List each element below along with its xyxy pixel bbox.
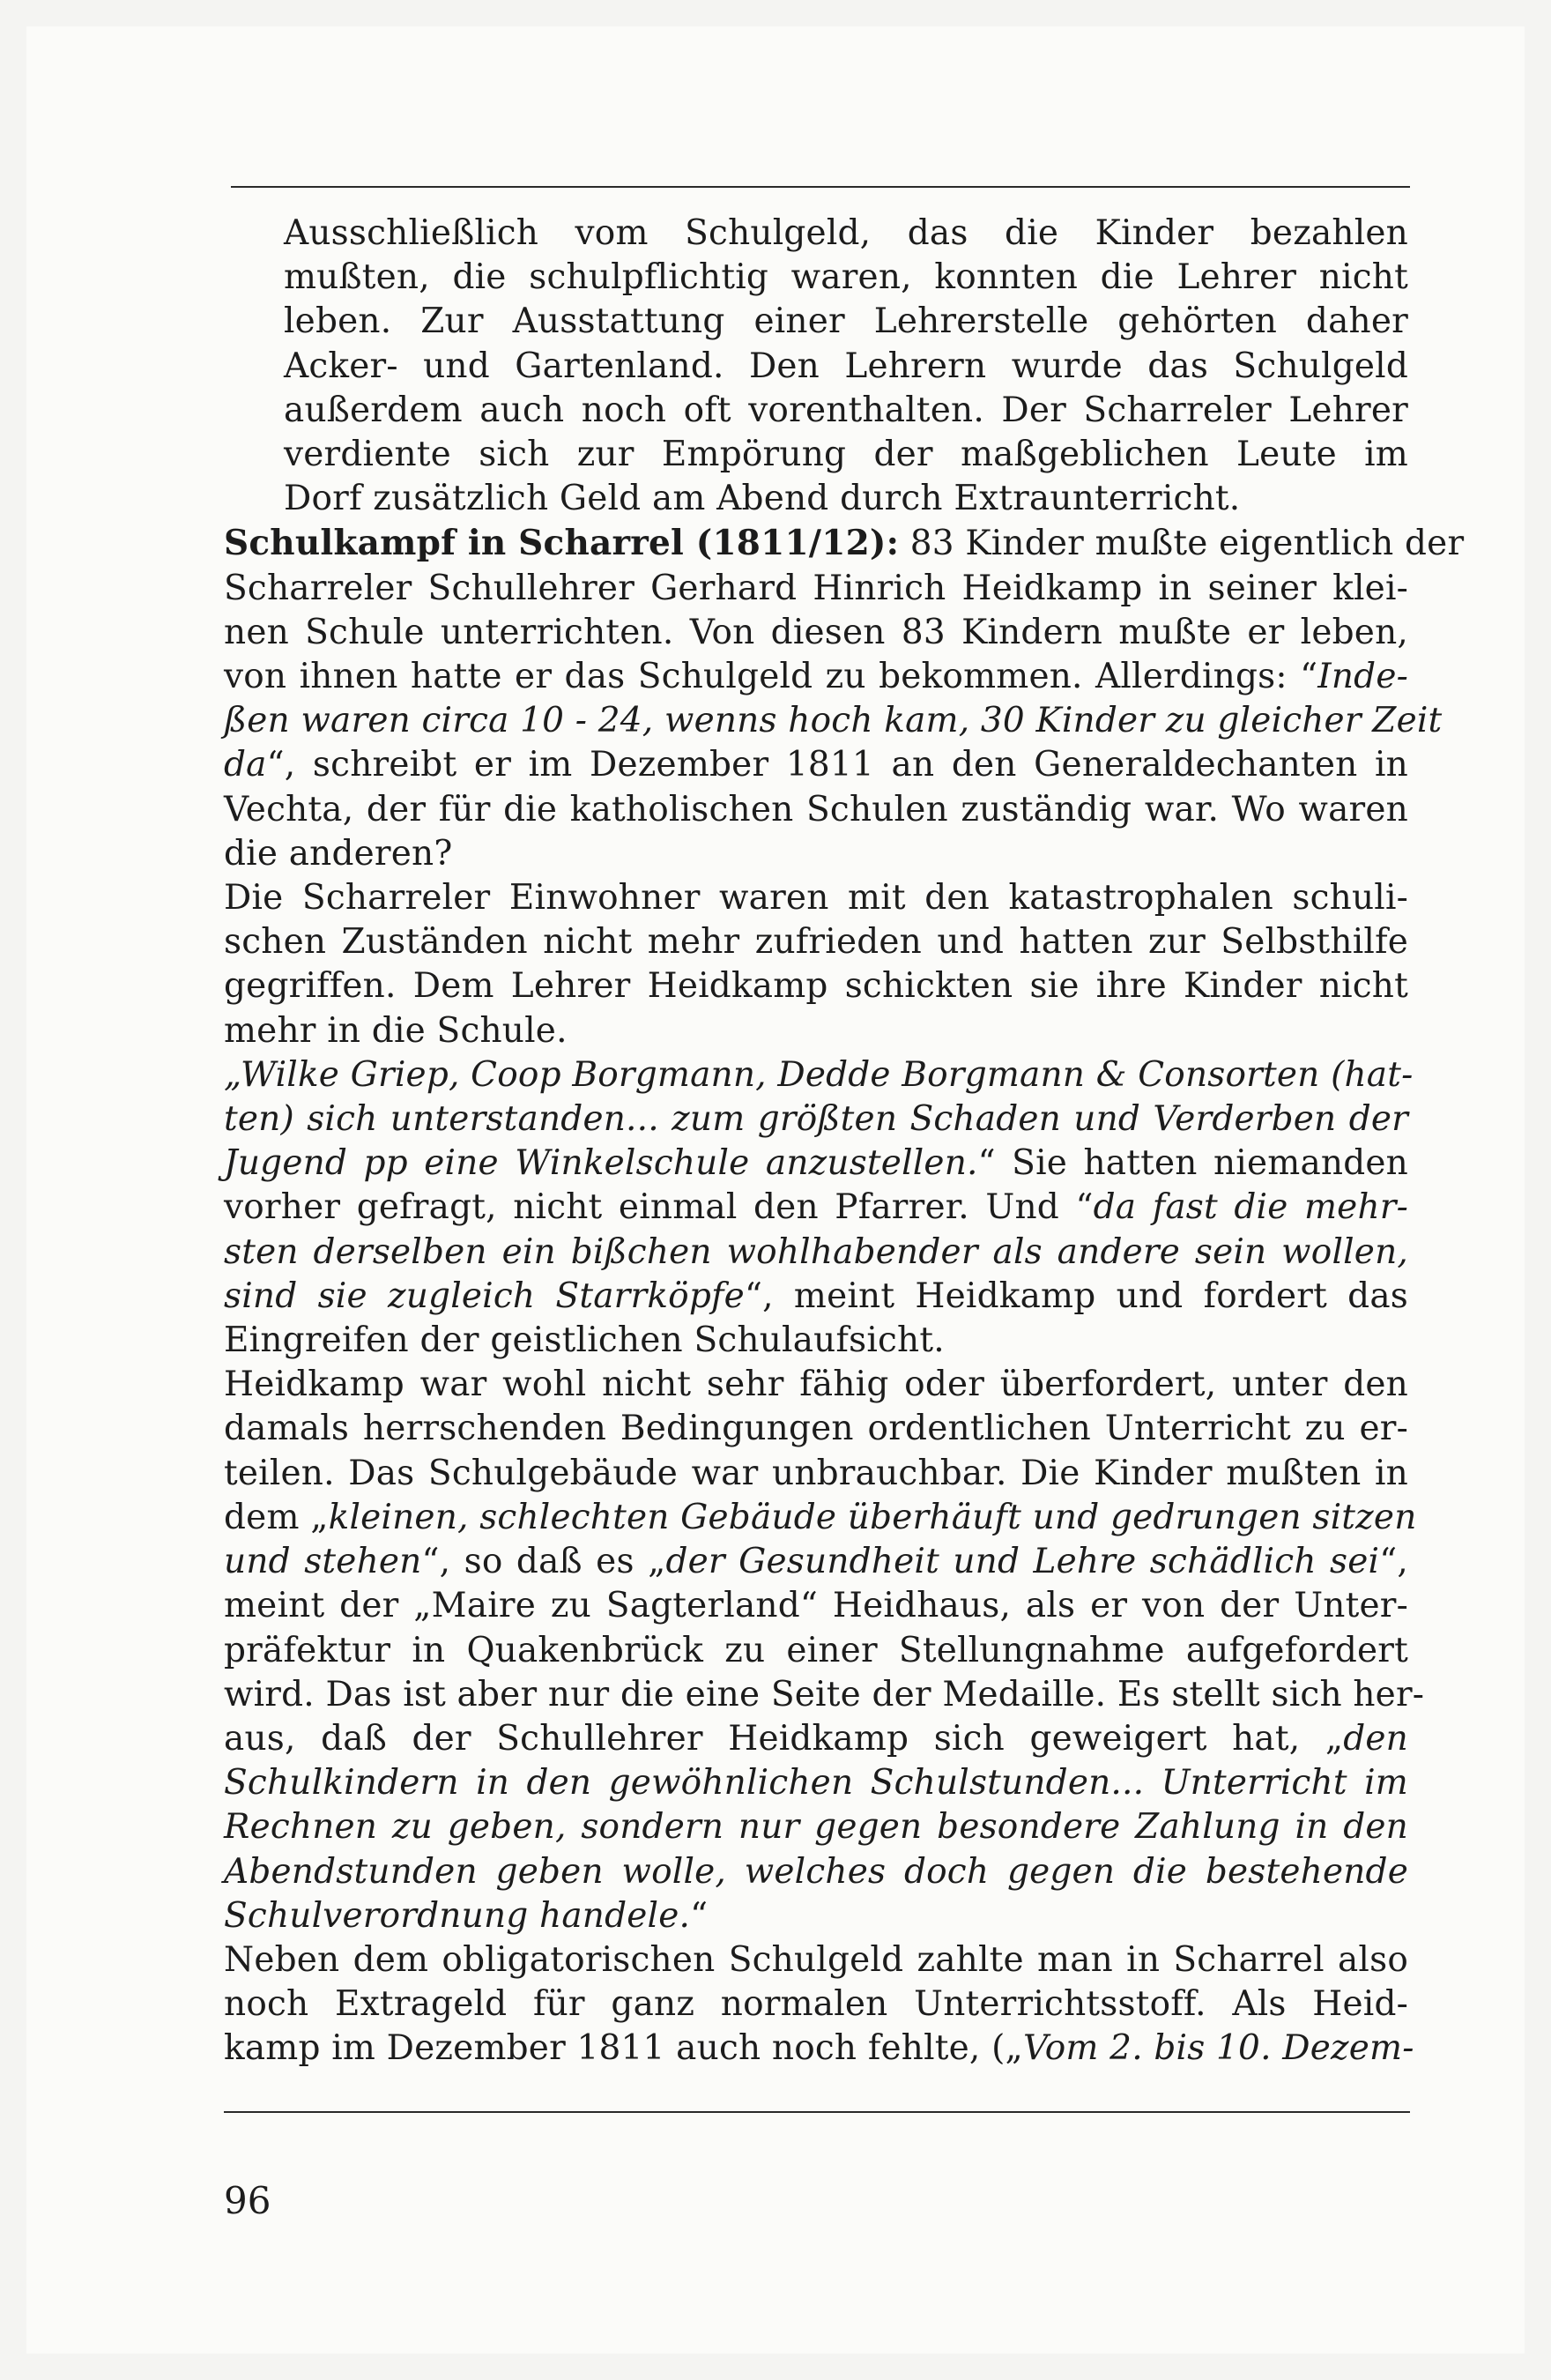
text-line: leben. Zur Ausstattung einer Lehrerstelle gehörten daher — [284, 301, 1408, 342]
text-run: “ Sie hatten niemanden — [977, 1143, 1408, 1184]
text-line: damals herrschenden Bedingungen ordentlichen Unterricht zu er- — [224, 1409, 1408, 1449]
text-line: die anderen? — [224, 833, 453, 874]
text-line: nen Schule unterrichten. Von diesen 83 Kindern mußte er leben, — [224, 612, 1408, 652]
paragraph-heidkamp — [224, 1363, 1425, 1938]
text-run: “, meint Heidkamp und fordert das — [744, 1276, 1408, 1316]
text-line — [224, 1894, 1408, 1938]
text-run: vorher gefragt, nicht einmal den Pfarrer. Und “ — [224, 1187, 1094, 1228]
text-line: wird. Das ist aber nur die eine Seite der Medaille. Es stellt sich her- — [224, 1674, 1425, 1714]
section-heading: Schulkampf in Scharrel (1811/12): — [224, 523, 900, 564]
text-line: Eingreifen der geistlichen Schulaufsicht. — [224, 1320, 945, 1361]
text-line: ßen waren circa 10 - 24, wenns hoch kam, 30 Kinder zu gleicher Zeit — [224, 701, 1443, 741]
text-run: kamp im Dezember 1811 auch noch fehlte, („ — [224, 2028, 1023, 2069]
intro-paragraph — [284, 212, 1408, 521]
text-line: Die Scharreler Einwohner waren mit den katastrophalen schuli- — [224, 878, 1408, 919]
text-line — [224, 655, 1408, 699]
text-line: noch Extrageld für ganz normalen Unterrichtsstoff. Als Heid- — [224, 1984, 1408, 2025]
quote-run: Schulverordnung handele. — [224, 1895, 691, 1936]
text-line: Rechnen zu geben, sondern nur gegen besondere Zahlung in den — [224, 1807, 1408, 1848]
paragraph-extrageld — [224, 1938, 1414, 2071]
text-line — [224, 1186, 1408, 1230]
quote-run: kleinen, schlechten Gebäude überhäuft und gedrungen sitzen — [328, 1497, 1417, 1537]
text-line: außerdem auch noch oft vorenthalten. Der Scharreler Lehrer — [284, 390, 1408, 430]
quote-run: Inde- — [1317, 657, 1408, 697]
bottom-rule — [224, 2111, 1410, 2113]
text-line: Abendstunden geben wolle, welches doch gegen die bestehende — [224, 1851, 1408, 1892]
quote-run: der Gesundheit und Lehre schädlich sei — [665, 1542, 1380, 1582]
text-line: präfektur in Quakenbrück zu einer Stellungnahme aufgefordert — [224, 1630, 1408, 1670]
text-run: von ihnen hatte er das Schulgeld zu bekommen. Allerdings: “ — [224, 657, 1318, 697]
top-rule — [231, 186, 1410, 188]
quote-run: den — [1343, 1718, 1408, 1759]
text-line: mußten, die schulpflichtig waren, konnten die Lehrer nicht — [284, 257, 1408, 298]
text-line — [224, 743, 1408, 787]
text-run: aus, daß der Schullehrer Heidkamp sich geweigert hat, „ — [224, 1718, 1344, 1759]
text-line: Ausschließlich vom Schulgeld, das die Kinder bezahlen — [284, 213, 1408, 253]
text-line: ten) sich unterstanden... zum größten Schaden und Verderben der — [224, 1099, 1408, 1140]
quote-run: da — [224, 745, 267, 785]
paragraph-einwohner — [224, 876, 1408, 1053]
text-line — [224, 2027, 1414, 2071]
text-line: Schulkindern in den gewöhnlichen Schulstunden... Unterricht im — [224, 1763, 1408, 1804]
text-line: teilen. Das Schulgebäude war unbrauchbar. Die Kinder mußten in — [224, 1453, 1408, 1493]
text-run: “, schreibt er im Dezember 1811 an den Generaldechanten in — [266, 745, 1408, 785]
paragraph-winkelschule — [224, 1053, 1414, 1363]
text-line — [224, 1540, 1408, 1584]
text-line: sten derselben ein bißchen wohlhabender als andere sein wollen, — [224, 1231, 1408, 1272]
quote-run: Vom 2. bis 10. Dezem- — [1022, 2028, 1414, 2069]
text-line — [224, 1717, 1408, 1761]
text-line — [224, 1275, 1408, 1319]
text-line: „Wilke Griep, Coop Borgmann, Dedde Borgmann & Consorten (hat- — [224, 1054, 1414, 1095]
quote-run: da fast die mehr- — [1093, 1187, 1408, 1228]
text-line: Acker- und Gartenland. Den Lehrern wurde das Schulgeld — [284, 346, 1408, 386]
text-run: “, so daß es „ — [421, 1542, 666, 1582]
quote-run: und stehen — [224, 1542, 422, 1582]
text-line: mehr in die Schule. — [224, 1010, 568, 1051]
paragraph-schulkampf — [224, 521, 1465, 876]
text-line — [224, 1496, 1417, 1540]
text-line: schen Zuständen nicht mehr zufrieden und hatten zur Selbsthilfe — [224, 922, 1408, 963]
text-run: “, — [1379, 1542, 1408, 1582]
body-text — [224, 212, 1465, 2071]
text-run: “ — [690, 1895, 709, 1936]
text-line: Heidkamp war wohl nicht sehr fähig oder überfordert, unter den — [224, 1365, 1408, 1405]
text-line: meint der „Maire zu Sagterland“ Heidhaus, als er von der Unter- — [224, 1586, 1408, 1626]
text-run: dem „ — [224, 1497, 329, 1537]
quote-run: sind sie zugleich Starrköpfe — [224, 1276, 745, 1316]
page-number: 96 — [224, 2179, 271, 2222]
quote-run: Jugend pp eine Winkelschule anzustellen. — [224, 1143, 978, 1184]
text-line: gegriffen. Dem Lehrer Heidkamp schickten sie ihre Kinder nicht — [224, 966, 1408, 1007]
text-line: Neben dem obligatorischen Schulgeld zahlte man in Scharrel also — [224, 1939, 1408, 1980]
text-line — [224, 1142, 1408, 1186]
text-run: 83 Kinder mußte eigentlich der — [899, 524, 1465, 564]
text-line: verdiente sich zur Empörung der maßgeblichen Leute im — [284, 435, 1408, 475]
text-line — [224, 521, 1465, 566]
text-line: Dorf zusätzlich Geld am Abend durch Extraunterricht. — [284, 479, 1241, 519]
text-line: Scharreler Schullehrer Gerhard Hinrich Heidkamp in seiner klei- — [224, 568, 1408, 608]
text-line: Vechta, der für die katholischen Schulen zuständig war. Wo waren — [224, 789, 1408, 829]
